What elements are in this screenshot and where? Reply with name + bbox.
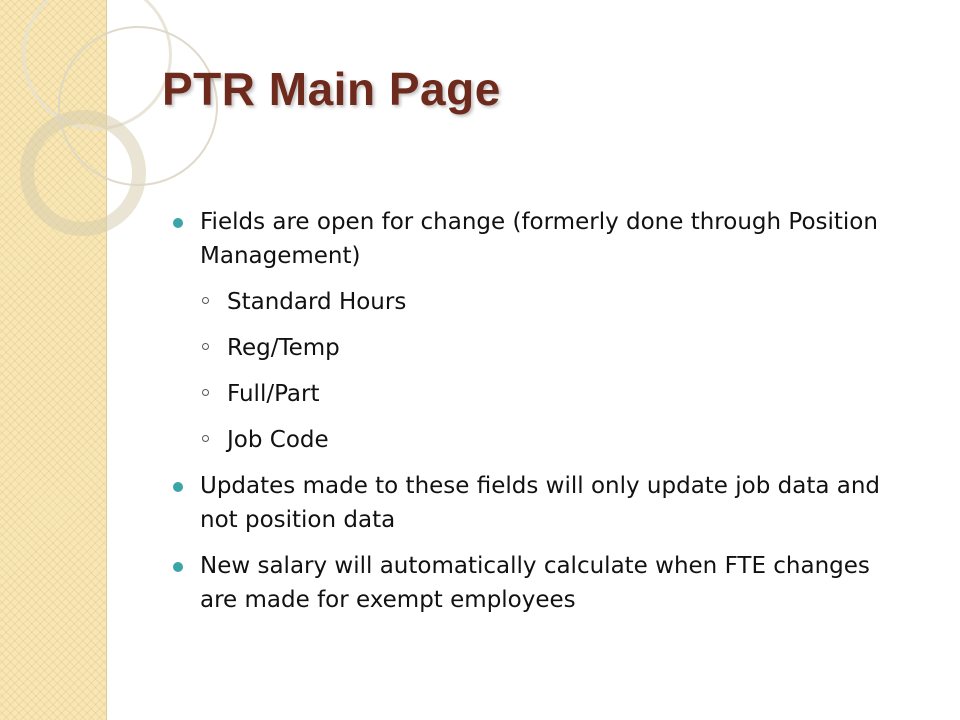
sub-bullet-text: Reg/Temp	[227, 335, 340, 361]
bullet-item	[170, 549, 900, 617]
sub-bullet-text: Full/Part	[227, 381, 320, 407]
sub-bullet-list	[170, 285, 900, 457]
hollow-circle-icon	[202, 343, 209, 350]
sub-bullet-item	[170, 423, 900, 457]
bullet-dot-icon	[173, 482, 183, 492]
sub-bullet-text: Standard Hours	[227, 289, 407, 315]
bullet-item	[170, 469, 900, 537]
sub-bullet-item	[170, 285, 900, 319]
bullet-text: New salary will automatically calculate when FTE changes are made for exempt employees	[200, 553, 870, 613]
bullet-dot-icon	[173, 218, 183, 228]
sub-bullet-text: Job Code	[227, 427, 329, 453]
bullet-text: Fields are open for change (formerly done through Position Management)	[200, 209, 878, 269]
bullet-dot-icon	[173, 562, 183, 572]
slide-content	[170, 205, 900, 629]
slide-title: PTR Main Page	[162, 63, 501, 115]
hollow-circle-icon	[202, 435, 209, 442]
bullet-item	[170, 205, 900, 273]
hollow-circle-icon	[202, 297, 209, 304]
sub-bullet-item	[170, 377, 900, 411]
sub-bullet-item	[170, 331, 900, 365]
hollow-circle-icon	[202, 389, 209, 396]
bullet-text: Updates made to these fields will only update job data and not position data	[200, 473, 881, 533]
